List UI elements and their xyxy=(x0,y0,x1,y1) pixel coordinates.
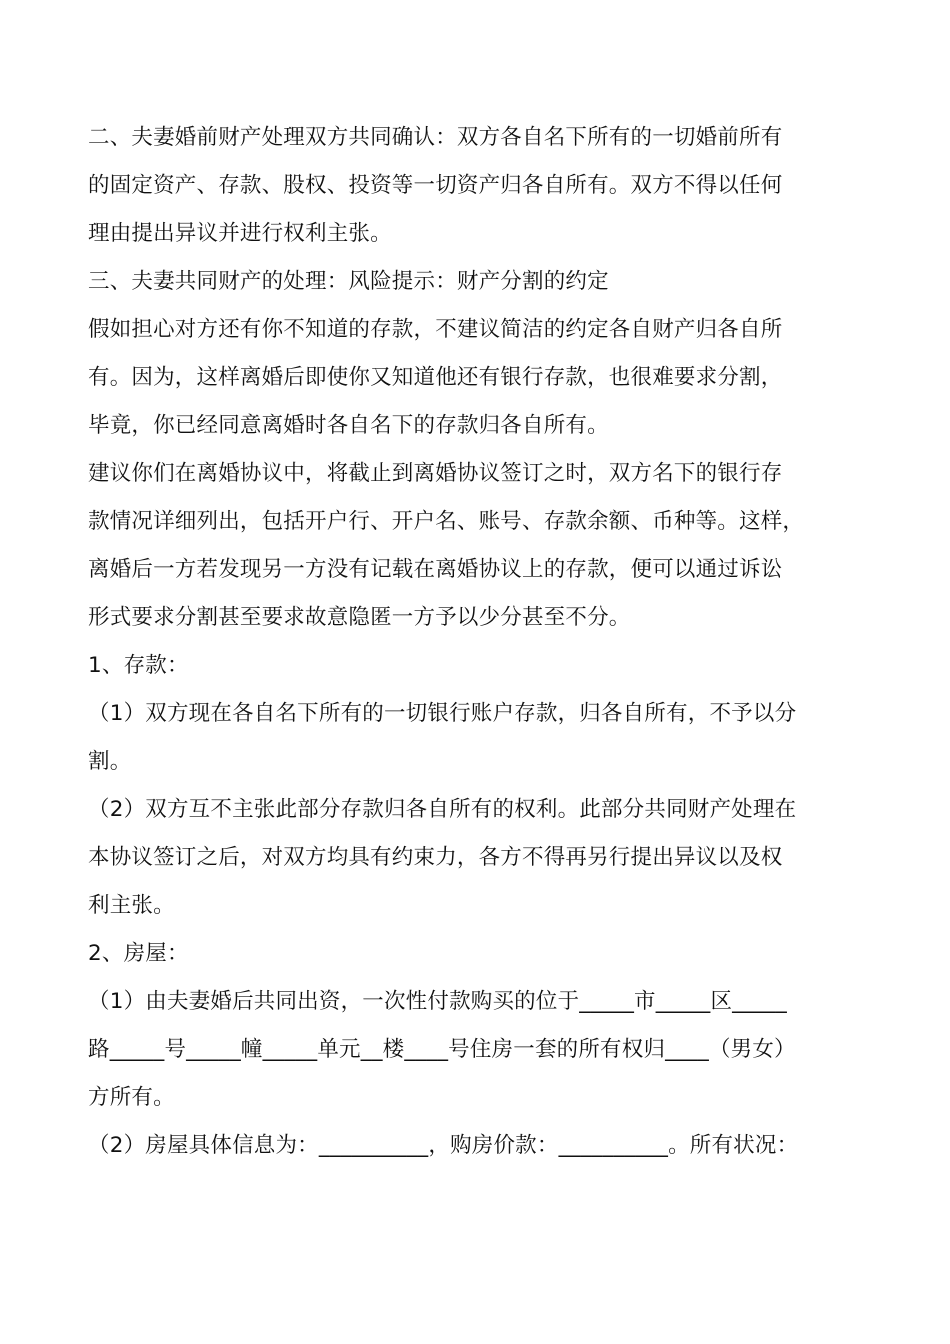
paragraph-line: 离婚后一方若发现另一方没有记载在离婚协议上的存款，便可以通过诉讼 xyxy=(88,557,783,582)
paragraph-line: 本协议签订之后，对双方均具有约束力，各方不得再另行提出异议以及权 xyxy=(88,845,783,870)
paragraph-line: （1）双方现在各自名下所有的一切银行账户存款，归各自所有，不予以分 xyxy=(88,701,797,726)
paragraph-line: 割。 xyxy=(88,749,132,774)
subsection-heading: 2、房屋： xyxy=(88,941,189,966)
paragraph-line: 的固定资产、存款、股权、投资等一切资产归各自所有。双方不得以任何 xyxy=(88,173,783,198)
section-heading: 三、夫妻共同财产的处理：风险提示：财产分割的约定 xyxy=(88,269,609,294)
paragraph-line: 款情况详细列出，包括开户行、开户名、账号、存款余额、币种等。这样， xyxy=(88,509,805,534)
paragraph-line: 有。因为，这样离婚后即使你又知道他还有银行存款，也很难要求分割， xyxy=(88,365,783,390)
paragraph-line: 建议你们在离婚协议中，将截止到离婚协议签订之时，双方名下的银行存 xyxy=(88,461,783,486)
paragraph-line: 毕竟，你已经同意离婚时各自名下的存款归各自所有。 xyxy=(88,413,609,438)
paragraph-line: 假如担心对方还有你不知道的存款，不建议简洁的约定各自财产归各自所 xyxy=(88,317,783,342)
paragraph-line: （2）房屋具体信息为：__________，购房价款：__________。所有状况： xyxy=(88,1133,799,1158)
subsection-heading: 1、存款： xyxy=(88,653,189,678)
paragraph-line: 二、夫妻婚前财产处理双方共同确认：双方各自名下所有的一切婚前所有 xyxy=(88,125,783,150)
document-body xyxy=(88,114,888,1170)
paragraph-line: （2）双方互不主张此部分存款归各自所有的权利。此部分共同财产处理在 xyxy=(88,797,797,822)
paragraph-line: 理由提出异议并进行权利主张。 xyxy=(88,221,392,246)
paragraph-line: 路_____号_____幢_____单元__楼____号住房一套的所有权归____（男女） xyxy=(88,1037,796,1062)
paragraph-line: 形式要求分割甚至要求故意隐匿一方予以少分甚至不分。 xyxy=(88,605,631,630)
paragraph-line: （1）由夫妻婚后共同出资，一次性付款购买的位于_____市_____区_____ xyxy=(88,989,787,1014)
paragraph-line: 方所有。 xyxy=(88,1085,175,1110)
paragraph-line: 利主张。 xyxy=(88,893,175,918)
